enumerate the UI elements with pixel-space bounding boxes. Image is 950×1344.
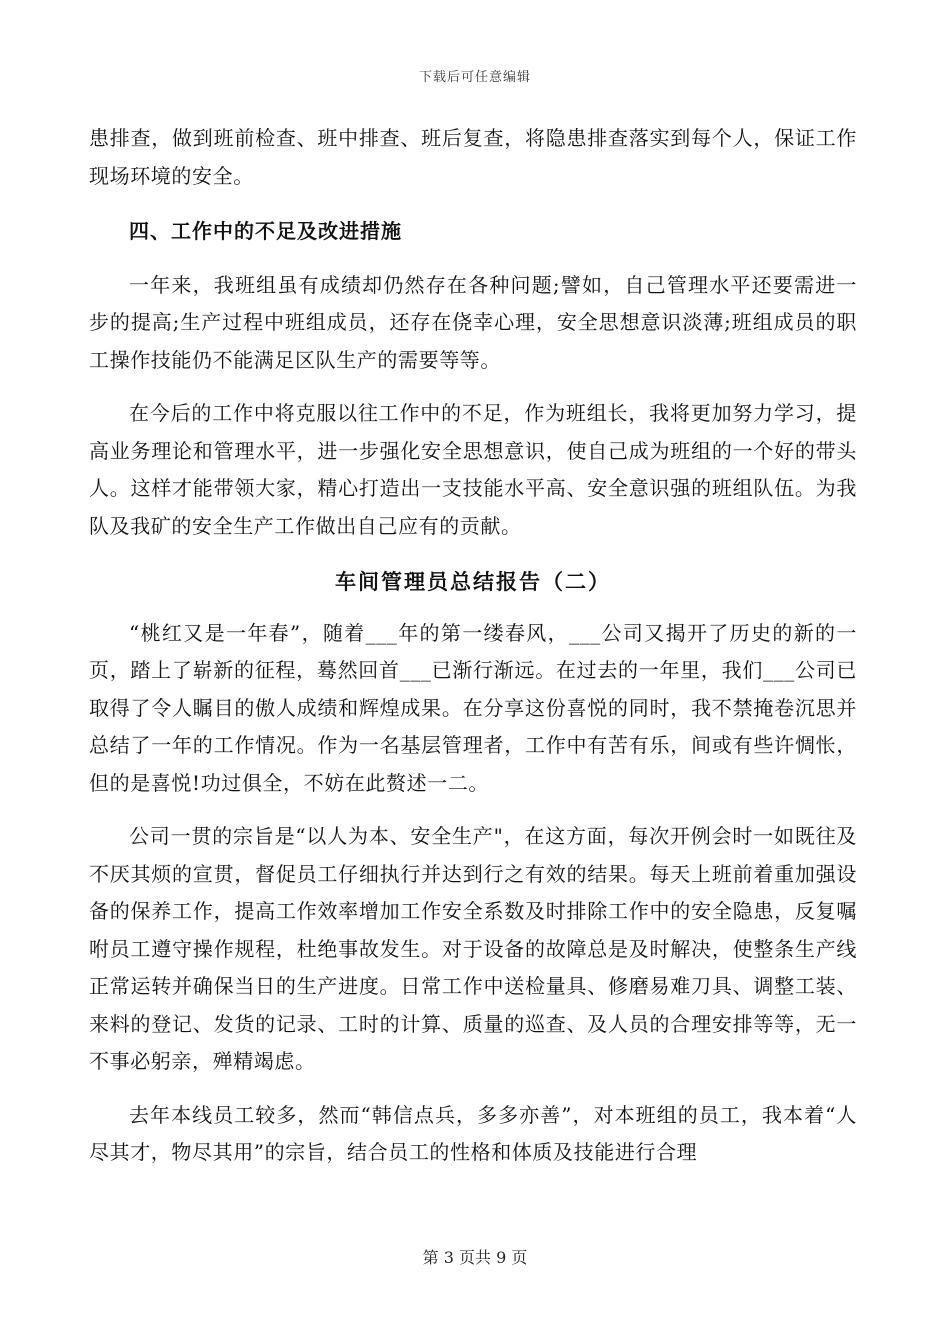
paragraph: “桃红又是一年春”，随着___年的第一缕春风，___公司又揭开了历史的新的一页，踏上了崭新的征程，蓦然回首___已渐行渐远。在过去的一年里，我们___公司已取得了令人瞩目的傲人成绩和辉煌成果。在分享这份喜悦的同时，我不禁掩卷沉思并总结了一年的工作情况。作为一名基层管理者，工作中有苦有乐，间或有些许惆怅，但的是喜悦!功过俱全，不妨在此赘述一二。 (89, 620, 857, 795)
report-title: 车间管理员总结报告（二） (335, 569, 611, 594)
paragraph: 一年来，我班组虽有成绩却仍然存在各种问题;譬如，自己管理水平还要需进一步的提高;生产过程中班组成员，还存在侥幸心理，安全思想意识淡薄;班组成员的职工操作技能仍不能满足区队生产的需要等等。 (89, 272, 857, 372)
continuation-paragraph: 患排查，做到班前检查、班中排查、班后复查，将隐患排查落实到每个人，保证工作现场环境的安全。 (89, 126, 857, 188)
page-number-footer: 第 3 页共 9 页 (422, 1248, 528, 1267)
document-body (89, 120, 857, 1172)
section-heading: 四、工作中的不足及改进措施 (129, 219, 402, 243)
paragraph: 在今后的工作中将克服以往工作中的不足，作为班组长，我将更加努力学习，提高业务理论和管理水平，进一步强化安全思想意识，使自己成为班组的一个好的带头人。这样才能带领大家，精心打造出一支技能水平高、安全意识强的班组队伍。为我队及我矿的安全生产工作做出自己应有的贡献。 (89, 401, 857, 538)
page-header-note: 下载后可任意编辑 (418, 70, 531, 85)
paragraph: 去年本线员工较多，然而“韩信点兵，多多亦善”，对本班组的员工，我本着“人尽其才，物尽其用”的宗旨，结合员工的性格和体质及技能进行合理 (89, 1102, 857, 1164)
paragraph: 公司一贯的宗旨是“以人为本、安全生产"，在这方面，每次开例会时一如既往及不厌其烦的宣贯，督促员工仔细执行并达到行之有效的结果。每天上班前着重加强设备的保养工作，提高工作效率增加工作安全系数及时排除工作中的安全隐患，反复嘱咐员工遵守操作规程，杜绝事故发生。对于设备的故障总是及时解决，使整条生产线正常运转并确保当日的生产进度。日常工作中送检量具、修磨易难刀具、调整工装、来料的登记、发货的记录、工时的计算、质量的巡查、及人员的合理安排等等，无一不事必躬亲，殚精竭虑。 (89, 824, 857, 1073)
